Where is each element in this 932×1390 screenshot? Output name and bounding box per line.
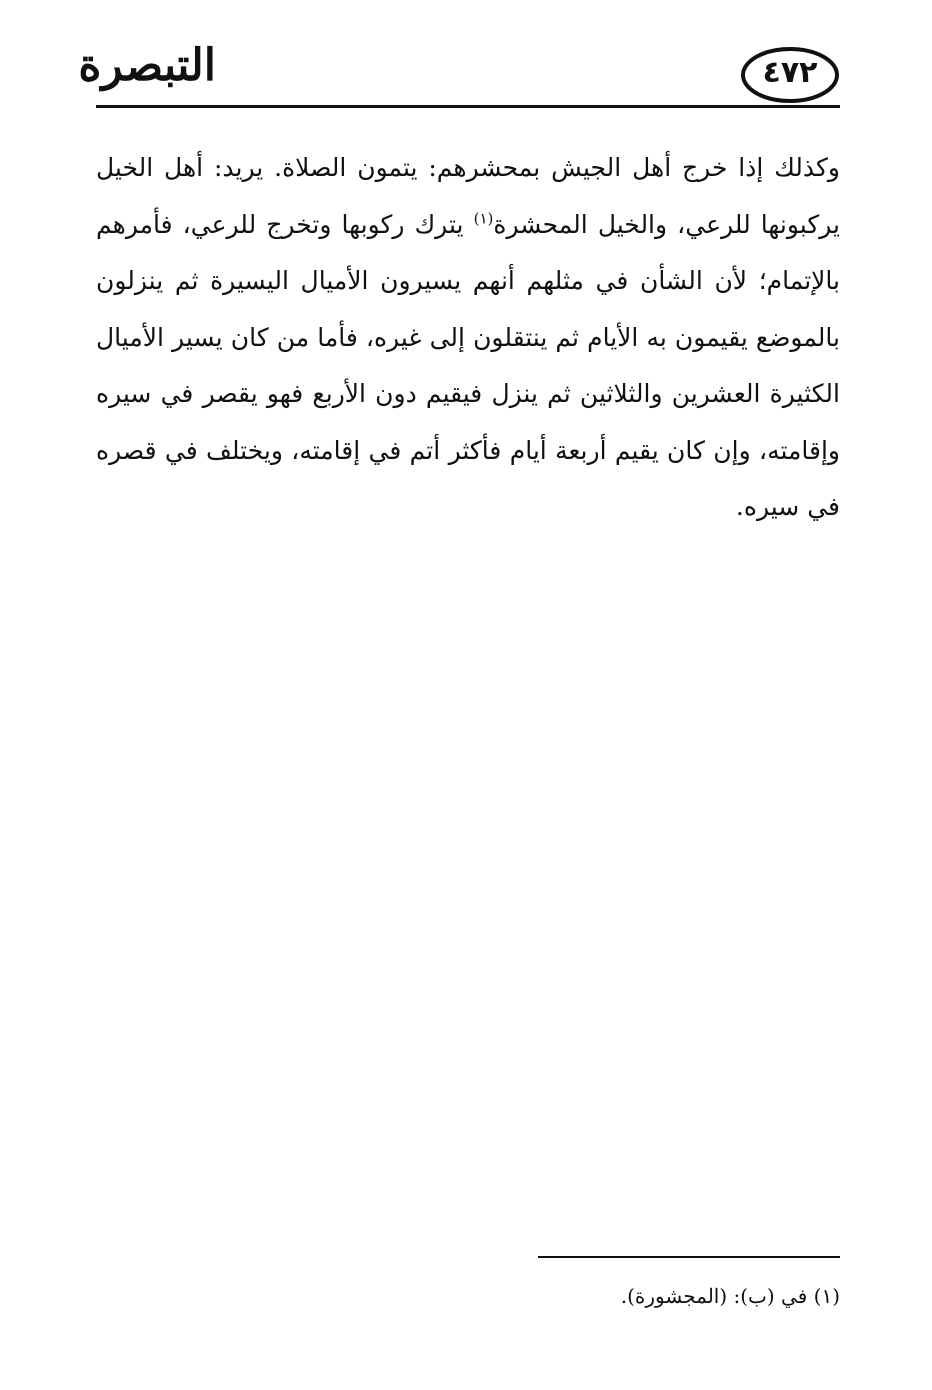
page-number: ٤٧٢ xyxy=(762,55,818,90)
footnote-reference: (١) xyxy=(473,209,494,228)
header-rule xyxy=(96,105,840,108)
footnote-divider xyxy=(538,1256,840,1258)
main-text-part-2: يترك ركوبها وتخرج للرعي، فأمرهم بالإتمام؛ لأن الشأن في مثلهم أنهم يسيرون الأميال اليسيرة ثم ينزلون بالموضع يقيمون به الأيام ثم ينتقلون إلى غيره، فأما من كان يسير الأميال الكثيرة العشرين والثلاثين ثم ينزل فيقيم دون الأربع فهو يقصر في سيره وإقامته، وإن كان يقيم أربعة أيام فأكثر أتم في إقامته، ويختلف في قصره في سيره. xyxy=(96,209,840,521)
main-text xyxy=(96,140,840,536)
page-number-oval xyxy=(740,44,840,106)
book-title: التبصرة xyxy=(78,40,216,91)
footnote: (١) في (ب): (المجشورة). xyxy=(620,1284,840,1308)
main-text-part-1: وكذلك إذا خرج أهل الجيش بمحشرهم: يتمون الصلاة. يريد: أهل الخيل يركبونها للرعي، والخيل المحشرة xyxy=(96,153,840,239)
